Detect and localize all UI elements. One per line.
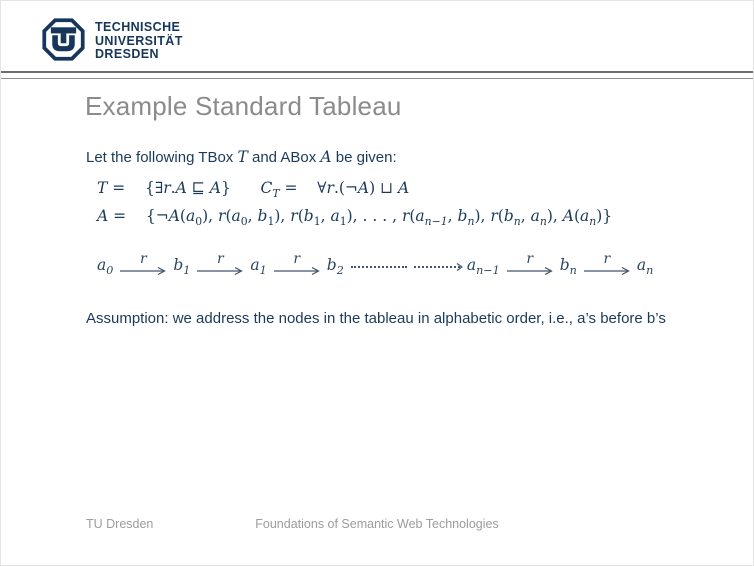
tbox-definition: T = {∃r.A ⊑ A} $C_T$ = ∀r.(¬A) ⊔ A <box>97 179 410 201</box>
r-arrow <box>120 253 166 276</box>
edge-label-r: r <box>293 251 301 267</box>
node-b1: $b_1$ <box>173 256 191 278</box>
abox-definition: A = {$\neg A(a_0)$, $r(a_0$, $b_1$), $r(b_1$, $a_1$), . . . , $r(a_{n-1}$, $b_n$), $r(b_n$, $a_n$), $A(a_n)$} <box>97 207 613 229</box>
footer-course-title: Foundations of Semantic Web Technologies <box>255 517 499 531</box>
slide-title: Example Standard Tableau <box>85 91 402 121</box>
logo-line-3: DRESDEN <box>95 47 159 61</box>
edge-label-r: r <box>603 251 611 267</box>
edge-label-r: r <box>526 251 534 267</box>
node-bn: $b_n$ <box>559 256 577 278</box>
edge-label-r: r <box>217 251 224 267</box>
assumption-text: Assumption: we address the nodes in the tableau in alphabetic order, i.e., a’s before b’s <box>86 310 666 327</box>
tu-octagon-logo-icon <box>41 17 86 62</box>
node-a0: $a_0$ <box>97 256 114 278</box>
dotted-arrow <box>414 266 460 268</box>
node-a1: $a_1$ <box>250 256 267 278</box>
header-rule-bottom <box>1 78 753 79</box>
logo-line-2: UNIVERSITÄT <box>95 33 183 48</box>
tableau-diagram <box>97 251 654 278</box>
footer-institution: TU Dresden <box>86 517 154 531</box>
dotted-line <box>351 266 407 268</box>
node-an-1: $a_{n-1}$ <box>466 256 500 278</box>
dotted-arrowhead-icon <box>456 262 463 272</box>
node-b2: $b_2$ <box>326 256 344 278</box>
r-arrow <box>274 253 320 276</box>
r-arrow <box>197 253 243 276</box>
intro-sentence: Let the following TBox T and ABox A be given: <box>86 148 397 166</box>
tud-logo <box>41 17 183 62</box>
header-rule-top <box>1 71 753 73</box>
tud-logo-text <box>95 17 183 62</box>
node-an: $a_n$ <box>636 256 654 278</box>
edge-label-r: r <box>140 251 147 267</box>
logo-line-1: TECHNISCHE <box>95 20 181 34</box>
r-arrow <box>584 253 630 276</box>
r-arrow <box>507 253 553 276</box>
